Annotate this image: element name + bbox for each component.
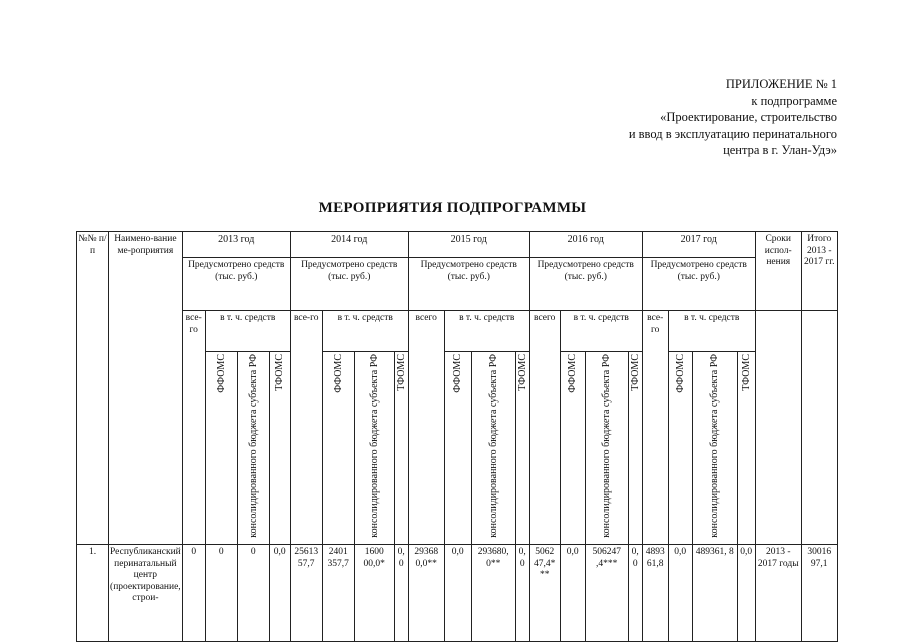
header-ffoms-2014 bbox=[322, 352, 354, 545]
cell-2015-ffoms: 0,0 bbox=[444, 545, 471, 642]
cell-2017-total: 4893 61,8 bbox=[642, 545, 668, 642]
header-total-blank bbox=[801, 311, 837, 545]
cell-2015-total: 29368 0,0** bbox=[408, 545, 444, 642]
cell-2014-ffoms: 2401 357,7 bbox=[322, 545, 354, 642]
header-vsego-2014: все-го bbox=[290, 311, 322, 545]
header-total: Итого 2013 - 2017 гг. bbox=[801, 232, 837, 311]
cell-2017-tfoms: 0,0 bbox=[737, 545, 755, 642]
appendix-number: ПРИЛОЖЕНИЕ № 1 bbox=[725, 77, 837, 91]
budget-label: консолидированного бюджета субъекта РФ bbox=[247, 354, 259, 538]
header-incl-2017: в т. ч. средств bbox=[668, 311, 755, 352]
appendix-line: и ввод в эксплуатацию перинатального bbox=[628, 126, 837, 141]
header-vsego-2013: все-го bbox=[182, 311, 205, 545]
ffoms-label: ФФОМС bbox=[567, 354, 579, 393]
header-vsego-2017: все-го bbox=[642, 311, 668, 545]
header-provided-2014: Предусмотрено средств (тыс. руб.) bbox=[290, 258, 408, 311]
budget-label: консолидированного бюджета субъекта РФ bbox=[709, 354, 721, 538]
header-year-2013: 2013 год bbox=[182, 232, 290, 258]
header-num: №№ п/п bbox=[77, 232, 109, 545]
header-ffoms-2013 bbox=[205, 352, 237, 545]
header-incl-2014: в т. ч. средств bbox=[322, 311, 408, 352]
header-row-incl bbox=[77, 311, 838, 352]
header-ffoms-2016 bbox=[560, 352, 585, 545]
header-year-2016: 2016 год bbox=[529, 232, 642, 258]
cell-2016-tfoms: 0, 0 bbox=[628, 545, 642, 642]
header-year-2017: 2017 год bbox=[642, 232, 755, 258]
header-tfoms-2013 bbox=[269, 352, 290, 545]
cell-2013-ffoms: 0 bbox=[205, 545, 237, 642]
header-provided-2013: Предусмотрено средств (тыс. руб.) bbox=[182, 258, 290, 311]
cell-2017-ffoms: 0,0 bbox=[668, 545, 692, 642]
cell-2016-budget: 506247 ,4*** bbox=[585, 545, 628, 642]
header-row-years bbox=[77, 232, 838, 258]
header-year-2014: 2014 год bbox=[290, 232, 408, 258]
cell-2014-total: 25613 57,7 bbox=[290, 545, 322, 642]
cell-2014-budget: 1600 00,0* bbox=[354, 545, 394, 642]
tfoms-label: ТФОМС bbox=[274, 354, 286, 391]
budget-label: консолидированного бюджета субъекта РФ bbox=[601, 354, 613, 538]
header-budget-2016 bbox=[585, 352, 628, 545]
header-terms: Сроки испол-нения bbox=[755, 232, 801, 311]
header-tfoms-2015 bbox=[515, 352, 529, 545]
row-num: 1. bbox=[77, 545, 109, 642]
header-provided-2017: Предусмотрено средств (тыс. руб.) bbox=[642, 258, 755, 311]
cell-2013-total: 0 bbox=[182, 545, 205, 642]
cell-2015-tfoms: 0, 0 bbox=[515, 545, 529, 642]
appendix-line: к подпрограмме bbox=[751, 93, 837, 108]
ffoms-label: ФФОМС bbox=[674, 354, 686, 393]
header-budget-2014 bbox=[354, 352, 394, 545]
budget-label: консолидированного бюджета субъекта РФ bbox=[368, 354, 380, 538]
ffoms-label: ФФОМС bbox=[332, 354, 344, 393]
header-row-provided bbox=[77, 258, 838, 311]
ffoms-label: ФФОМС bbox=[452, 354, 464, 393]
budget-label: консолидированного бюджета субъекта РФ bbox=[487, 354, 499, 538]
header-tfoms-2017 bbox=[737, 352, 755, 545]
header-vsego-2015: всего bbox=[408, 311, 444, 545]
header-incl-2016: в т. ч. средств bbox=[560, 311, 642, 352]
header-provided-2015: Предусмотрено средств (тыс. руб.) bbox=[408, 258, 529, 311]
tfoms-label: ТФОМС bbox=[629, 354, 641, 391]
appendix-line: центра в г. Улан-Удэ» bbox=[723, 143, 837, 157]
ffoms-label: ФФОМС bbox=[215, 354, 227, 393]
header-budget-2013 bbox=[237, 352, 269, 545]
header-ffoms-2017 bbox=[668, 352, 692, 545]
cell-2017-budget: 489361, 8 bbox=[692, 545, 737, 642]
header-year-2015: 2015 год bbox=[408, 232, 529, 258]
cell-2013-budget: 0 bbox=[237, 545, 269, 642]
header-incl-2013: в т. ч. средств bbox=[205, 311, 290, 352]
header-tfoms-2016 bbox=[628, 352, 642, 545]
header-incl-2015: в т. ч. средств bbox=[444, 311, 529, 352]
cell-2016-ffoms: 0,0 bbox=[560, 545, 585, 642]
table-row bbox=[77, 545, 838, 642]
measures-table bbox=[76, 231, 838, 642]
cell-2015-budget: 293680, 0** bbox=[471, 545, 515, 642]
header-ffoms-2015 bbox=[444, 352, 471, 545]
cell-terms: 2013 - 2017 годы bbox=[755, 545, 801, 642]
tfoms-label: ТФОМС bbox=[395, 354, 407, 391]
header-name: Наимено-вание ме-роприятия bbox=[109, 232, 183, 545]
header-terms-blank bbox=[755, 311, 801, 545]
header-provided-2016: Предусмотрено средств (тыс. руб.) bbox=[529, 258, 642, 311]
appendix-line: «Проектирование, строительство bbox=[660, 110, 837, 124]
row-name: Республиканский перинатальный центр (проектирование, строи- bbox=[109, 545, 183, 642]
cell-2014-tfoms: 0, 0 bbox=[394, 545, 408, 642]
header-budget-2017 bbox=[692, 352, 737, 545]
header-vsego-2016: всего bbox=[529, 311, 560, 545]
cell-total: 30016 97,1 bbox=[801, 545, 837, 642]
cell-2013-tfoms: 0,0 bbox=[269, 545, 290, 642]
tfoms-label: ТФОМС bbox=[740, 354, 752, 391]
cell-2016-total: 5062 47,4* ** bbox=[529, 545, 560, 642]
page-title: МЕРОПРИЯТИЯ ПОДПРОГРАММЫ bbox=[318, 200, 587, 216]
appendix-block bbox=[417, 76, 837, 159]
tfoms-label: ТФОМС bbox=[516, 354, 528, 391]
header-budget-2015 bbox=[471, 352, 515, 545]
header-tfoms-2014 bbox=[394, 352, 408, 545]
